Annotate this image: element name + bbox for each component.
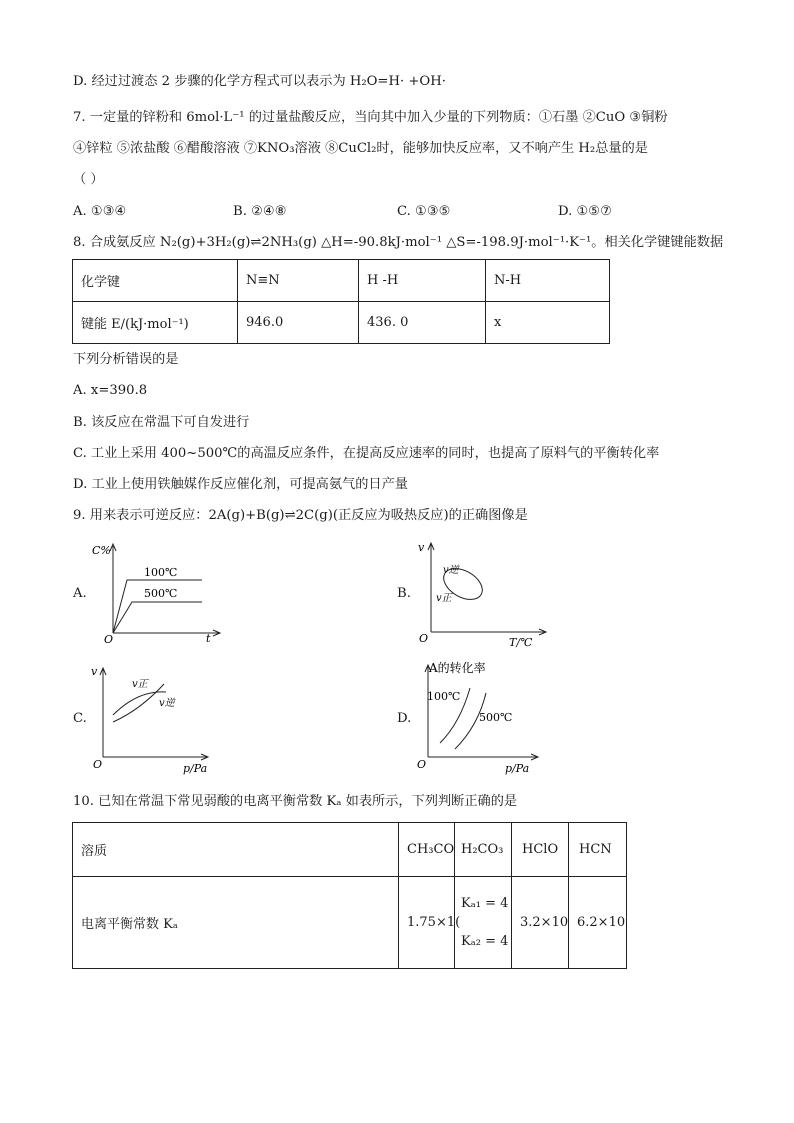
q7-option-d: D. ①⑤⑦	[558, 204, 612, 219]
ka-value-cell: 1.75×1(	[399, 877, 455, 969]
bond-table-data-row	[73, 302, 610, 344]
graph-b-letter: B.	[397, 586, 411, 601]
bond-header-cell: H -H	[359, 260, 486, 302]
graph-d	[412, 658, 552, 776]
graph-c-xlabel: p/Pa	[183, 762, 208, 775]
ka-header-cell: HClO	[512, 823, 569, 877]
graph-c-letter: C.	[73, 711, 87, 726]
bond-value-cell: 946.0	[238, 302, 359, 344]
q10-stem: 10. 已知在常温下常见弱酸的电离平衡常数 Kₐ 如表所示，下列判断正确的是	[73, 794, 518, 809]
q7-option-b: B. ②④⑧	[233, 204, 287, 219]
graph-b-vfwd-label: v正	[436, 593, 452, 604]
ka-table	[72, 822, 627, 969]
curve-500c	[113, 602, 202, 633]
q8-sub-question: 下列分析错误的是	[73, 352, 179, 367]
q9-stem: 9. 用来表示可逆反应：2A(g)+B(g)⇌2C(g)(正反应为吸热反应)的正确图像是	[73, 508, 528, 523]
q8-option-c: C. 工业上采用 400~500℃的高温反应条件，在提高反应速率的同时，也提高了原料气的平衡转化率	[73, 446, 660, 461]
graph-b-vrev-label: v逆	[443, 565, 459, 576]
q6-option-d: D. 经过过渡态 2 步骤的化学方程式可以表示为 H₂O=H· +OH·	[73, 74, 446, 89]
ka-table-header-row	[73, 823, 627, 877]
ka-value-cell: 6.2×10	[569, 877, 627, 969]
bond-header-cell: N-H	[486, 260, 610, 302]
ka-header-cell: CH₃CO	[399, 823, 455, 877]
graph-d-letter: D.	[397, 711, 412, 726]
ka-row-label: 电离平衡常数 Kₐ	[73, 877, 399, 969]
graph-a-ylabel: C%	[92, 544, 111, 557]
ka-header-cell: HCN	[569, 823, 627, 877]
graph-c-vrev-label: v逆	[159, 698, 175, 709]
graph-b	[412, 538, 552, 650]
ka-header-cell: 溶质	[73, 823, 399, 877]
ka-table-data-row	[73, 877, 627, 969]
q8-stem: 8. 合成氨反应 N₂(g)+3H₂(g)⇌2NH₃(g) △H=-90.8kJ·mol⁻¹ △S=-198.9J·mol⁻¹·K⁻¹。相关化学键键能数据	[73, 235, 724, 250]
q8-option-b: B. 该反应在常温下可自发进行	[73, 415, 250, 430]
q8-option-d: D. 工业上使用铁触媒作反应催化剂，可提高氨气的日产量	[73, 477, 408, 492]
bond-energy-table	[72, 259, 610, 344]
graph-d-curve2-label: 500℃	[479, 711, 513, 724]
graph-a-curve1-label: 100℃	[144, 566, 178, 579]
graph-d-ylabel: A的转化率	[429, 661, 486, 675]
graph-b-ylabel: v	[418, 541, 425, 554]
ka1-value: Kₐ₁ = 4	[461, 895, 509, 911]
ka-header-cell: H₂CO₃	[455, 823, 512, 877]
graph-c	[90, 660, 220, 776]
bond-value-cell: 436. 0	[359, 302, 486, 344]
bond-value-cell: x	[486, 302, 610, 344]
bond-row-label: 键能 E/(kJ·mol⁻¹)	[73, 302, 238, 344]
graph-d-xlabel: p/Pa	[505, 762, 530, 775]
q7-answer-bracket: （ ）	[73, 172, 104, 187]
ka2-value: Kₐ₂ = 4	[461, 933, 509, 949]
ka-value-cell-h2co3	[455, 877, 512, 969]
bond-table-header-row	[73, 260, 610, 302]
q7-option-a: A. ①③④	[73, 204, 127, 219]
graph-a	[92, 540, 232, 646]
bond-header-cell: 化学键	[73, 260, 238, 302]
graph-c-vfwd-label: v正	[132, 679, 148, 690]
graph-a-origin: O	[104, 633, 114, 646]
graph-b-origin: O	[419, 632, 429, 645]
graph-c-ylabel: v	[91, 665, 98, 678]
graph-a-xlabel: t	[206, 632, 211, 645]
graph-a-curve2-label: 500℃	[144, 587, 178, 600]
graph-c-origin: O	[93, 758, 103, 771]
graph-b-xlabel: T/℃	[509, 636, 533, 649]
q7-stem-line1: 7. 一定量的锌粉和 6mol·L⁻¹ 的过量盐酸反应，当向其中加入少量的下列物质：①石墨 ②CuO ③铜粉	[73, 110, 668, 125]
q7-stem-line2: ④锌粒 ⑤浓盐酸 ⑥醋酸溶液 ⑦KNO₃溶液 ⑧CuCl₂时，能够加快反应率，又不响产生 H₂总量的是	[73, 141, 648, 156]
graph-a-letter: A.	[73, 586, 87, 601]
bond-header-cell: N≡N	[238, 260, 359, 302]
q8-option-a: A. x=390.8	[73, 383, 148, 398]
graph-d-origin: O	[417, 758, 427, 771]
ka-value-cell: 3.2×10	[512, 877, 569, 969]
q7-option-c: C. ①③⑤	[397, 204, 451, 219]
graph-d-curve1-label: 100℃	[427, 690, 461, 703]
